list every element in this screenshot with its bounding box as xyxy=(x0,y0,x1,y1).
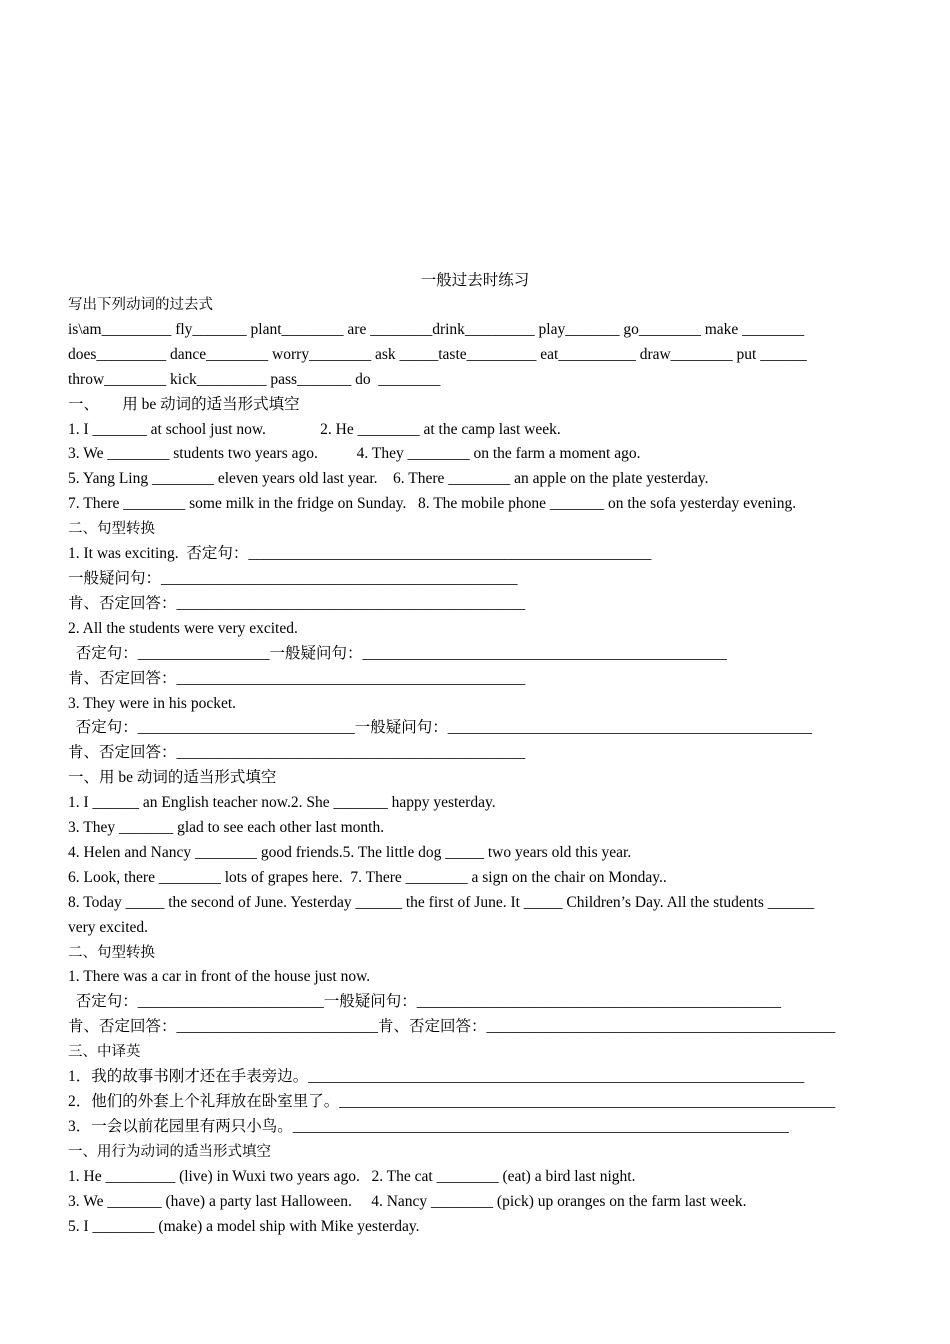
worksheet-line: 肯、否定回答：__________________________肯、否定回答：_____________________________________________ xyxy=(68,1018,836,1036)
worksheet-line: 一、用行为动词的适当形式填空 xyxy=(68,1143,271,1160)
worksheet-line: 3. They were in his pocket. xyxy=(68,694,237,712)
worksheet-line: 二、句型转换 xyxy=(68,944,155,961)
worksheet-line: 肯、否定回答：_____________________________________________ xyxy=(68,744,526,762)
worksheet-line: 1．我的故事书刚才还在手表旁边。________________________________________________________________ xyxy=(68,1068,805,1086)
worksheet-line: does_________ dance________ worry________ ask _____taste_________ eat__________ draw________ put ______ xyxy=(68,345,807,363)
worksheet-line: 1. I _______ at school just now. 2. He ________ at the camp last week. xyxy=(68,420,561,438)
worksheet-line: 肯、否定回答：_____________________________________________ xyxy=(68,669,526,687)
worksheet-line: 4. Helen and Nancy ________ good friends.5. The little dog _____ two years old this year. xyxy=(68,843,632,861)
worksheet-line: 5. I ________ (make) a model ship with Mike yesterday. xyxy=(68,1217,420,1235)
worksheet-line: 1. It was exciting. 否定句：____________________________________________________ xyxy=(68,545,652,563)
worksheet-body xyxy=(68,293,898,1239)
worksheet-line: very excited. xyxy=(68,918,149,936)
worksheet-line: 否定句：________________________一般疑问句：_______________________________________________ xyxy=(68,993,782,1011)
worksheet-line: 二、句型转换 xyxy=(68,521,155,538)
worksheet-line: 8. Today _____ the second of June. Yesterday ______ the first of June. It _____ Children’s Day. All the students ______ xyxy=(68,893,815,911)
worksheet-line: 一、 用 be 动词的适当形式填空 xyxy=(68,395,300,413)
worksheet-line: 3. We ________ students two years ago. 4. They ________ on the farm a moment ago. xyxy=(68,445,641,463)
worksheet-line: 3. We _______ (have) a party last Halloween. 4. Nancy ________ (pick) up oranges on the farm last week. xyxy=(68,1192,747,1210)
worksheet-line: 一、用 be 动词的适当形式填空 xyxy=(68,769,277,787)
page-title: 一般过去时练习 xyxy=(420,271,530,289)
worksheet-line: 肯、否定回答：_____________________________________________ xyxy=(68,594,526,612)
worksheet-line: is\am_________ fly_______ plant________ are ________drink_________ play_______ go________ make ________ xyxy=(68,320,805,338)
worksheet-line: 5. Yang Ling ________ eleven years old last year. 6. There ________ an apple on the plate yesterday. xyxy=(68,470,709,488)
worksheet-line: 1. I ______ an English teacher now.2. She _______ happy yesterday. xyxy=(68,794,496,812)
worksheet-line: 3. They _______ glad to see each other last month. xyxy=(68,819,385,837)
worksheet-line: 1. He _________ (live) in Wuxi two years ago. 2. The cat ________ (eat) a bird last night. xyxy=(68,1167,636,1185)
worksheet-line: 一般疑问句：______________________________________________ xyxy=(68,569,518,587)
worksheet-line: 否定句：_________________一般疑问句：_______________________________________________ xyxy=(68,644,727,662)
worksheet-line: 1. There was a car in front of the house just now. xyxy=(68,968,371,986)
worksheet-line: 6. Look, there ________ lots of grapes here. 7. There ________ a sign on the chair on Monday.. xyxy=(68,868,667,886)
worksheet-line: 三、中译英 xyxy=(68,1044,141,1061)
worksheet-line: 7. There ________ some milk in the fridge on Sunday. 8. The mobile phone _______ on the sofa yesterday evening. xyxy=(68,495,797,513)
worksheet-line: 3．一会以前花园里有两只小鸟。________________________________________________________________ xyxy=(68,1117,789,1135)
worksheet-line: 写出下列动词的过去式 xyxy=(68,297,213,313)
worksheet-line: 2．他们的外套上个礼拜放在卧室里了。________________________________________________________________ xyxy=(68,1093,836,1110)
worksheet-line: throw________ kick_________ pass_______ do ________ xyxy=(68,370,441,388)
worksheet-line: 否定句：____________________________一般疑问句：_______________________________________________ xyxy=(68,719,813,737)
worksheet-line: 2. All the students were very excited. xyxy=(68,619,298,637)
